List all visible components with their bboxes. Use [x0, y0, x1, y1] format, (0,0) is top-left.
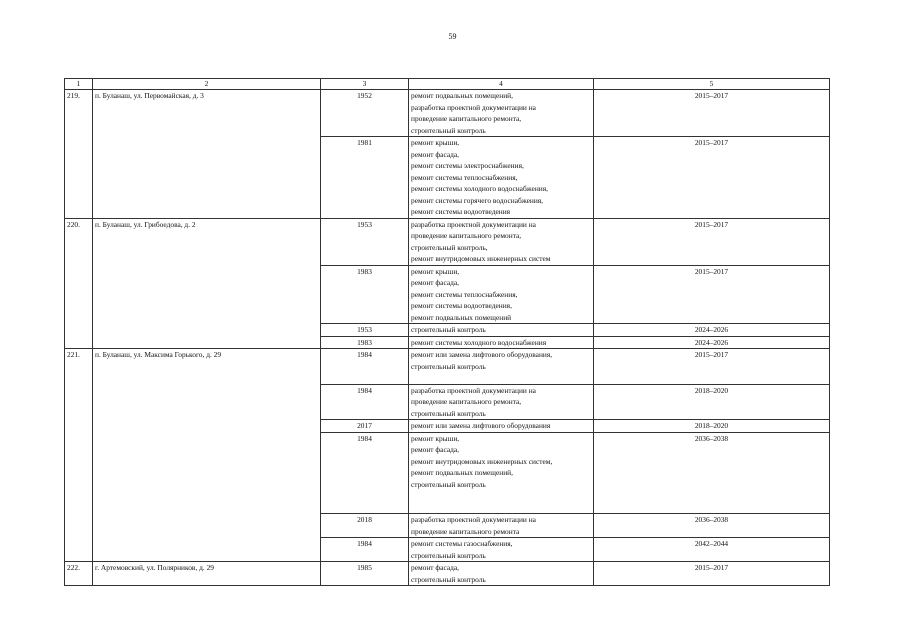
work-line: ремонт крыши,: [411, 266, 460, 276]
work-line: ремонт внутридомовых инженерных систем,: [411, 456, 553, 466]
work-line: ремонт крыши,: [411, 138, 460, 147]
table-row: [65, 90, 830, 137]
work-line: ремонт фасада,: [411, 149, 459, 159]
work-line: строительный контроль: [411, 408, 486, 418]
header-col-1: 1: [65, 79, 93, 90]
works-cell: [409, 336, 594, 349]
work-line: [411, 490, 591, 502]
year-cell: 1984: [321, 432, 409, 514]
works-cell: [409, 324, 594, 337]
table-row: [65, 562, 830, 586]
work-line: ремонт системы газоснабжения,: [411, 539, 513, 548]
work-line: разработка проектной документации на: [411, 385, 536, 395]
works-cell: [409, 137, 594, 219]
object-number: 219.: [65, 90, 93, 219]
year-cell: 1983: [321, 336, 409, 349]
work-line: ремонт крыши,: [411, 433, 460, 443]
work-line: строительный контроль: [411, 479, 486, 489]
object-address: п. Буланаш, ул. Максима Горького, д. 29: [93, 349, 321, 562]
object-number: 220.: [65, 218, 93, 349]
work-line: ремонт подвальных помещений,: [411, 91, 513, 100]
table-row: [65, 349, 830, 385]
work-line: проведение капитального ремонта,: [411, 397, 522, 406]
works-cell: [409, 90, 594, 137]
period-cell: 2036–2038: [594, 432, 830, 514]
works-cell: [409, 538, 594, 562]
works-cell: [409, 562, 594, 586]
works-cell: [409, 384, 594, 420]
year-cell: 2017: [321, 420, 409, 433]
work-line: ремонт внутридомовых инженерных систем: [411, 254, 551, 263]
object-address: п. Буланаш, ул. Грибоедова, д. 2: [93, 218, 321, 349]
work-line: [411, 372, 591, 384]
page-number: 59: [448, 32, 457, 41]
work-line: ремонт системы теплоснабжения,: [411, 289, 518, 299]
period-cell: 2015–2017: [594, 90, 830, 137]
work-line: ремонт системы теплоснабжения,: [411, 172, 518, 182]
period-cell: 2018–2020: [594, 384, 830, 420]
work-line: ремонт или замена лифтового оборудования,: [411, 350, 553, 359]
work-line: ремонт системы холодного водоснабжения: [411, 337, 547, 347]
works-cell: [409, 420, 594, 433]
year-cell: 1984: [321, 384, 409, 420]
year-cell: 1981: [321, 137, 409, 219]
work-line: разработка проектной документации на: [411, 515, 536, 524]
header-col-3: 3: [321, 79, 409, 90]
header-col-5: 5: [594, 79, 830, 90]
header-col-2: 2: [93, 79, 321, 90]
object-address: г. Артемовский, ул. Полярников, д. 29: [93, 562, 321, 586]
work-line: разработка проектной документации на: [411, 219, 536, 229]
work-line: строительный контроль,: [411, 242, 488, 252]
period-cell: 2042–2044: [594, 538, 830, 562]
period-cell: 2018–2020: [594, 420, 830, 433]
period-cell: 2024–2026: [594, 324, 830, 337]
work-line: ремонт или замена лифтового оборудования: [411, 421, 551, 430]
work-line: разработка проектной документации на: [411, 102, 536, 112]
period-cell: 2015–2017: [594, 562, 830, 586]
period-cell: 2015–2017: [594, 137, 830, 219]
work-line: строительный контроль: [411, 574, 486, 584]
year-cell: 1952: [321, 90, 409, 137]
year-cell: 1983: [321, 265, 409, 324]
works-cell: [409, 218, 594, 265]
work-line: ремонт системы водоотведения: [411, 207, 511, 216]
work-line: проведение капитального ремонта,: [411, 114, 522, 123]
table-header: [65, 79, 830, 90]
work-line: проведение капитального ремонта,: [411, 231, 522, 240]
object-number: 222.: [65, 562, 93, 586]
work-line: ремонт фасада,: [411, 445, 459, 454]
work-line: строительный контроль: [411, 125, 486, 135]
works-cell: [409, 432, 594, 514]
header-row: [65, 79, 830, 90]
year-cell: 1985: [321, 562, 409, 586]
work-line: строительный контроль: [411, 361, 486, 371]
work-line: ремонт фасада,: [411, 278, 459, 287]
work-line: строительный контроль: [411, 325, 486, 334]
work-line: ремонт системы водоотведения,: [411, 301, 512, 310]
work-line: [411, 502, 591, 514]
works-cell: [409, 514, 594, 538]
year-cell: 1953: [321, 218, 409, 265]
year-cell: 1984: [321, 538, 409, 562]
works-cell: [409, 265, 594, 324]
work-line: ремонт системы электроснабжения,: [411, 161, 524, 170]
object-address: п. Буланаш, ул. Первомайская, д. 3: [93, 90, 321, 219]
work-line: ремонт системы горячего водоснабжения,: [411, 195, 544, 205]
work-line: ремонт подвальных помещений,: [411, 468, 513, 477]
work-line: ремонт системы холодного водоснабжения,: [411, 184, 548, 193]
period-cell: 2015–2017: [594, 218, 830, 265]
object-number: 221.: [65, 349, 93, 562]
year-cell: 1984: [321, 349, 409, 385]
repair-plan-table: [64, 78, 830, 586]
period-cell: 2015–2017: [594, 349, 830, 385]
period-cell: 2036–2038: [594, 514, 830, 538]
year-cell: 2018: [321, 514, 409, 538]
works-cell: [409, 349, 594, 385]
work-line: строительный контроль: [411, 550, 486, 560]
period-cell: 2015–2017: [594, 265, 830, 324]
table-row: [65, 218, 830, 265]
work-line: проведение капитального ремонта: [411, 526, 520, 536]
year-cell: 1953: [321, 324, 409, 337]
period-cell: 2024–2026: [594, 336, 830, 349]
table-body: [65, 90, 830, 586]
work-line: ремонт подвальных помещений: [411, 312, 512, 322]
header-col-4: 4: [409, 79, 594, 90]
work-line: ремонт фасада,: [411, 563, 459, 572]
